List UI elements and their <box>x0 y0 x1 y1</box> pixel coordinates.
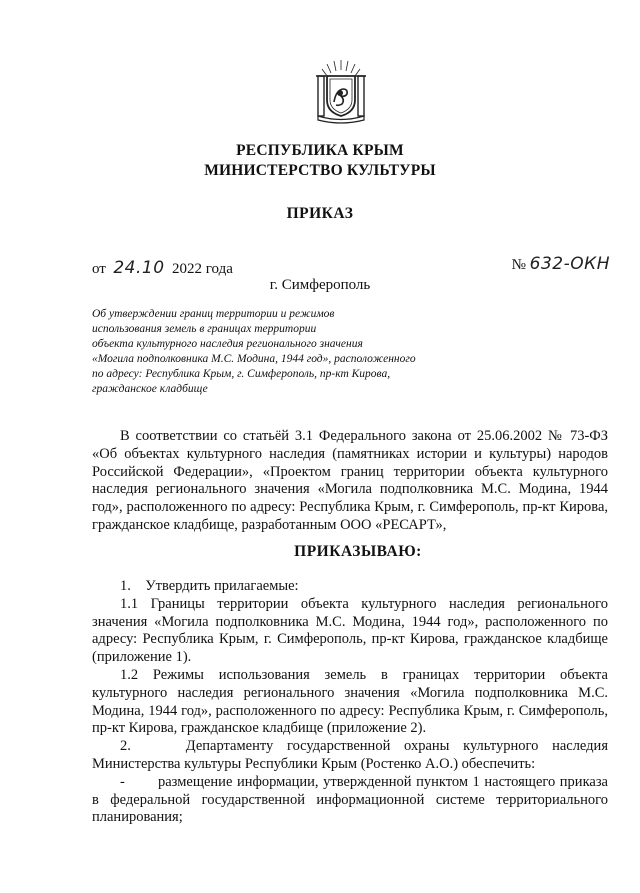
date-line <box>92 258 233 278</box>
date-year: 2022 года <box>172 261 233 277</box>
item-2-a <box>92 774 608 827</box>
document-type-heading: ПРИКАЗ <box>286 205 354 222</box>
ministry-heading: МИНИСТЕРСТВО КУЛЬТУРЫ <box>204 162 436 179</box>
handwritten-date: 24.10 <box>113 258 165 278</box>
crimea-coat-of-arms-icon <box>312 56 370 124</box>
list-dash: - <box>120 773 125 790</box>
order-items <box>92 578 608 827</box>
item-2-a-text: размещение информации, утвержденной пунктом 1 настоящего приказа в федеральной государственной информационной системе территориального планирования; <box>92 773 608 826</box>
subject-line: «Могила подполковника М.С. Модина, 1944 год», расположенного <box>92 353 416 365</box>
item-1-1: 1.1 Границы территории объекта культурного наследия регионального значения «Могила подполковника М.С. Модина, 1944 год», расположенного по адресу: Республика Крым, г. Симферополь, пр-кт Кирова, гражданское кладбище (приложение 1). <box>92 595 608 666</box>
city-line: г. Симферополь <box>269 277 371 293</box>
subject-line: объекта культурного наследия регионального значения <box>92 338 363 350</box>
item-1-2: 1.2 Режимы использования земель в границах территории объекта культурного наследия регионального значения «Могила подполковника М.С. Модина, 1944 год», расположенного по адресу: Республика Крым, г. Симферополь, пр-кт Кирова, гражданское кладбище (приложение 2). <box>92 666 608 737</box>
republic-heading: РЕСПУБЛИКА КРЫМ <box>236 142 404 159</box>
subject-block <box>92 307 472 397</box>
decree-heading: ПРИКАЗЫВАЮ: <box>294 543 422 560</box>
item-1: 1. Утвердить прилагаемые: <box>120 578 299 594</box>
document-number <box>512 254 610 274</box>
preamble-paragraph: В соответствии со статьёй 3.1 Федерального закона от 25.06.2002 № 73-ФЗ «Об объектах культурного наследия (памятниках истории и культуры) народов Российской Федерации», «Проектом границ территории объекта культурного наследия регионального значения «Могила подполковника М.С. Модина, 1944 год», расположенного по адресу: Республика Крым, г. Симферополь, пр-кт Кирова, гражданское кладбище, разработанным ООО «РЕСАРТ», <box>92 428 608 533</box>
date-prefix: от <box>92 261 106 277</box>
number-prefix: № <box>511 257 526 273</box>
subject-line: по адресу: Республика Крым, г. Симферополь, пр-кт Кирова, <box>92 368 391 380</box>
subject-line: использования земель в границах территории <box>92 323 317 335</box>
subject-line: гражданское кладбище <box>92 383 208 395</box>
subject-line: Об утверждении границ территории и режимов <box>92 308 335 320</box>
item-2: 2. Департаменту государственной охраны культурного наследия Министерства культуры Республики Крым (Ростенко А.О.) обеспечить: <box>92 738 608 772</box>
handwritten-number: 632-ОКН <box>529 254 610 274</box>
